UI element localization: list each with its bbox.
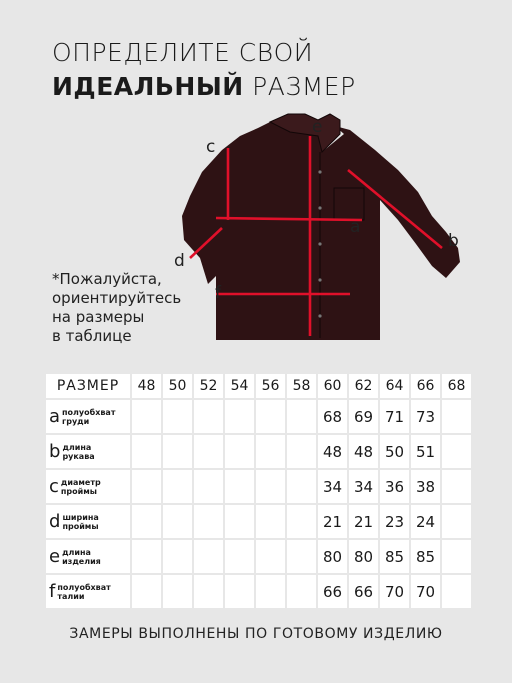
- row-description-line-2: груди: [62, 416, 90, 426]
- table-row: [46, 540, 471, 573]
- table-cell: 73: [411, 400, 440, 433]
- table-cell: [225, 540, 254, 573]
- title-line-2: [52, 70, 356, 104]
- table-row: [46, 575, 471, 608]
- table-row: [46, 470, 471, 503]
- table-cell: [442, 505, 471, 538]
- page-title: [52, 36, 356, 104]
- size-header-cell: 48: [132, 374, 161, 398]
- row-label: [46, 540, 130, 573]
- row-label: [46, 400, 130, 433]
- table-cell: [256, 505, 285, 538]
- table-cell: [287, 575, 316, 608]
- shirt-button: [318, 170, 321, 173]
- table-cell: [256, 470, 285, 503]
- row-description: [62, 408, 115, 426]
- row-description: [61, 478, 101, 496]
- diagram-label-e: e: [312, 117, 323, 137]
- note-line-1: *Пожалуйста,: [52, 270, 162, 288]
- table-cell: 24: [411, 505, 440, 538]
- diagram-label-d: d: [174, 251, 185, 271]
- row-label: [46, 575, 130, 608]
- table-cell: 48: [318, 435, 347, 468]
- note-line-2: ориентируйтесь: [52, 289, 182, 307]
- size-header-cell: 50: [163, 374, 192, 398]
- table-cell: [132, 540, 161, 573]
- shirt-illustration: [170, 108, 470, 348]
- row-letter: c: [49, 476, 59, 497]
- table-cell: 80: [318, 540, 347, 573]
- shirt-button: [318, 314, 321, 317]
- table-cell: 34: [349, 470, 378, 503]
- size-header-cell: 64: [380, 374, 409, 398]
- shirt-button: [318, 278, 321, 281]
- note-line-3: на размеры: [52, 308, 145, 326]
- table-cell: [256, 400, 285, 433]
- table-cell: 23: [380, 505, 409, 538]
- table-cell: [225, 505, 254, 538]
- table-cell: 21: [349, 505, 378, 538]
- table-cell: [287, 400, 316, 433]
- size-note: [52, 270, 181, 346]
- table-cell: 85: [411, 540, 440, 573]
- row-description-line-1: полуобхват: [57, 582, 111, 592]
- size-header-cell: 60: [318, 374, 347, 398]
- table-cell: [256, 435, 285, 468]
- row-letter: d: [49, 511, 61, 532]
- shirt-button: [318, 206, 321, 209]
- table-cell: [442, 540, 471, 573]
- table-cell: 70: [380, 575, 409, 608]
- size-header-cell: 66: [411, 374, 440, 398]
- diagram-label-b: b: [448, 231, 459, 251]
- row-label: [46, 505, 130, 538]
- table-cell: [256, 540, 285, 573]
- table-cell: [194, 435, 223, 468]
- table-cell: 48: [349, 435, 378, 468]
- table-cell: [287, 540, 316, 573]
- table-cell: [194, 400, 223, 433]
- size-header-row: [46, 374, 471, 398]
- title-bold-word: ИДЕАЛЬНЫЙ: [52, 72, 244, 101]
- table-cell: 66: [318, 575, 347, 608]
- table-cell: [194, 575, 223, 608]
- table-cell: [225, 575, 254, 608]
- table-cell: [194, 540, 223, 573]
- table-cell: 21: [318, 505, 347, 538]
- table-cell: [132, 505, 161, 538]
- table-cell: [287, 435, 316, 468]
- row-description-line-1: длина: [62, 547, 91, 557]
- row-letter: b: [49, 441, 61, 462]
- row-description-line-2: рукава: [62, 451, 95, 461]
- table-cell: [225, 435, 254, 468]
- size-header-cell: 58: [287, 374, 316, 398]
- table-cell: 34: [318, 470, 347, 503]
- row-description: [62, 548, 101, 566]
- table-cell: 71: [380, 400, 409, 433]
- table-cell: [256, 575, 285, 608]
- row-letter: a: [49, 406, 61, 427]
- table-row: [46, 400, 471, 433]
- size-header-cell: 68: [442, 374, 471, 398]
- shirt-body: [182, 122, 460, 340]
- table-cell: [442, 470, 471, 503]
- row-description-line-1: длина: [62, 442, 92, 452]
- row-description-line-1: полуобхват: [62, 407, 116, 417]
- note-line-4: в таблице: [52, 327, 132, 345]
- table-cell: [163, 400, 192, 433]
- title-line-1: ОПРЕДЕЛИТЕ СВОЙ: [52, 38, 314, 67]
- table-cell: [442, 400, 471, 433]
- table-cell: 51: [411, 435, 440, 468]
- table-cell: [163, 505, 192, 538]
- size-header-cell: 52: [194, 374, 223, 398]
- table-cell: [132, 400, 161, 433]
- row-description-line-1: диаметр: [60, 477, 101, 487]
- row-description: [62, 443, 94, 461]
- size-header-cell: 62: [349, 374, 378, 398]
- table-cell: [225, 400, 254, 433]
- table-cell: 85: [380, 540, 409, 573]
- size-header-label: РАЗМЕР: [46, 374, 130, 398]
- table-cell: 68: [318, 400, 347, 433]
- table-cell: [132, 575, 161, 608]
- title-rest-word: РАЗМЕР: [252, 72, 356, 101]
- table-cell: 69: [349, 400, 378, 433]
- row-label: [46, 470, 130, 503]
- row-description-line-1: ширина: [62, 512, 99, 522]
- table-cell: [194, 505, 223, 538]
- table-cell: [163, 540, 192, 573]
- row-description-line-2: проймы: [60, 486, 98, 496]
- table-cell: [163, 435, 192, 468]
- size-table: [44, 372, 473, 610]
- table-cell: [225, 470, 254, 503]
- shirt-diagram: [170, 108, 470, 348]
- size-header-cell: 54: [225, 374, 254, 398]
- row-label: [46, 435, 130, 468]
- table-cell: [132, 470, 161, 503]
- size-header-cell: 56: [256, 374, 285, 398]
- row-description-line-2: изделия: [62, 556, 101, 566]
- row-description-line-2: талии: [57, 591, 85, 601]
- table-cell: [132, 435, 161, 468]
- table-cell: [287, 470, 316, 503]
- diagram-label-f: f: [215, 283, 221, 303]
- table-cell: 80: [349, 540, 378, 573]
- table-cell: [163, 470, 192, 503]
- table-cell: 50: [380, 435, 409, 468]
- row-description-line-2: проймы: [62, 521, 99, 531]
- row-description: [62, 513, 98, 531]
- table-cell: [163, 575, 192, 608]
- table-row: [46, 435, 471, 468]
- table-cell: 70: [411, 575, 440, 608]
- table-cell: [442, 575, 471, 608]
- row-letter: e: [49, 546, 61, 567]
- footer-note: ЗАМЕРЫ ВЫПОЛНЕНЫ ПО ГОТОВОМУ ИЗДЕЛИЮ: [69, 626, 443, 642]
- table-cell: [442, 435, 471, 468]
- table-cell: [194, 470, 223, 503]
- row-letter: f: [49, 581, 56, 602]
- table-cell: 38: [411, 470, 440, 503]
- table-row: [46, 505, 471, 538]
- diagram-label-a: a: [350, 217, 361, 237]
- table-cell: 66: [349, 575, 378, 608]
- table-cell: 36: [380, 470, 409, 503]
- shirt-button: [318, 242, 321, 245]
- row-description: [57, 583, 110, 601]
- diagram-label-c: c: [206, 137, 216, 157]
- table-cell: [287, 505, 316, 538]
